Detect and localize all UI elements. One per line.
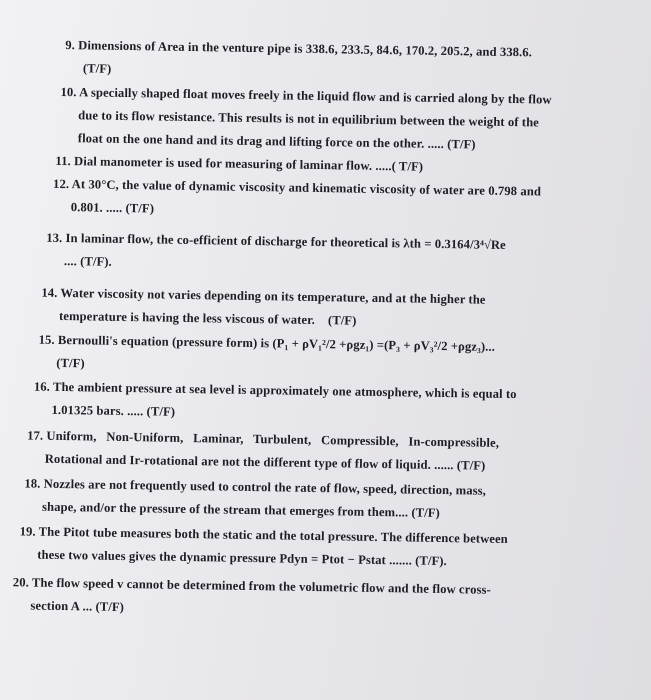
question-16 [33,376,564,430]
question-14-line-1: 14. Water viscosity not varies depending on its temperature, and at the higher the [41,282,571,313]
question-9-line-2: (T/F) [82,61,112,76]
question-number: 10. [60,84,77,100]
question-20 [12,571,543,625]
question-15 [38,329,569,383]
question-16-line-2: 1.01325 bars. ..... (T/F) [51,402,176,419]
question-number: 19. [19,524,36,539]
question-number: 14. [41,285,58,300]
question-number: 15. [38,332,55,347]
question-14 [41,282,572,336]
question-19 [19,520,550,574]
question-10-line-2: due to its flow resistance. This results is not in equilibrium between the weight of the [78,108,540,130]
question-12 [53,173,584,227]
question-number: 11. [55,153,71,169]
question-19-line-2: these two values gives the dynamic pressure Pdyn = Ptot − Pstat ....... (T/F). [37,547,447,569]
question-10 [60,81,591,158]
question-17-line-2: Rotational and Ir-rotational are not the different type of flow of liquid. ...... (T/F) [44,451,486,473]
question-16-line-1: 16. The ambient pressure at sea level is approximately one atmosphere, which is equal to [34,376,564,407]
question-17-line-1: 17. Uniform, Non-Uniform, Laminar, Turbulent, Compressible, In-compressible, [27,424,557,455]
question-18 [24,472,555,526]
question-number: 18. [24,476,41,491]
question-18-line-2: shape, and/or the pressure of the stream that emerges from them.... (T/F) [41,499,440,520]
question-11-line-1: 11. Dial manometer is used for measuring of laminar flow. .....( T/F) [55,150,585,181]
question-13 [46,227,577,281]
question-number: 16. [33,379,51,394]
question-12-line-2: 0.801. ..... (T/F) [70,200,155,216]
question-18-line-1: 18. Nozzles are not frequently used to control the rate of flow, speed, direction, mass, [24,472,554,503]
question-10-line-1: 10. A specially shaped float moves freely in the liquid flow and is carried along by the flow [60,81,590,112]
question-15-line-1: 15. Bernoulli's equation (pressure form) is (P₁ + ρV₁²/2 +ρgz₁) =(P₃ + ρV₃²/2 +ρgz₃)... [38,329,568,360]
question-number: 20. [12,575,30,590]
question-number: 17. [27,428,44,443]
question-15-line-2: (T/F) [56,355,85,371]
question-14-line-2: temperature is having the less viscous of water. (T/F) [58,308,357,328]
question-17 [27,424,558,478]
question-20-line-1: 20. The flow speed v cannot be determined from the volumetric flow and the flow cross- [13,571,543,602]
question-12-line-1: 12. At 30°C, the value of dynamic viscosity and kinematic viscosity of water are 0.798 and [53,173,583,204]
question-number: 9. [65,38,76,53]
question-9 [65,34,596,88]
question-number: 13. [46,230,63,246]
question-13-line-1: 13. In laminar flow, the co-efficient of discharge for theoretical is λth = 0.3164/3⁴√Re [46,227,576,258]
question-number: 12. [53,176,70,192]
question-13-line-2: .... (T/F). [63,254,112,269]
question-19-line-1: 19. The Pitot tube measures both the static and the total pressure. The difference between [19,520,549,551]
question-20-line-2: section A ... (T/F) [30,598,125,615]
question-10-line-3: float on the one hand and its drag and lifting force on the other. ..... (T/F) [77,131,476,152]
question-9-line-1: 9. Dimensions of Area in the venture pipe is 338.6, 233.5, 84.6, 170.2, 205.2, and 338.6. [65,34,595,65]
